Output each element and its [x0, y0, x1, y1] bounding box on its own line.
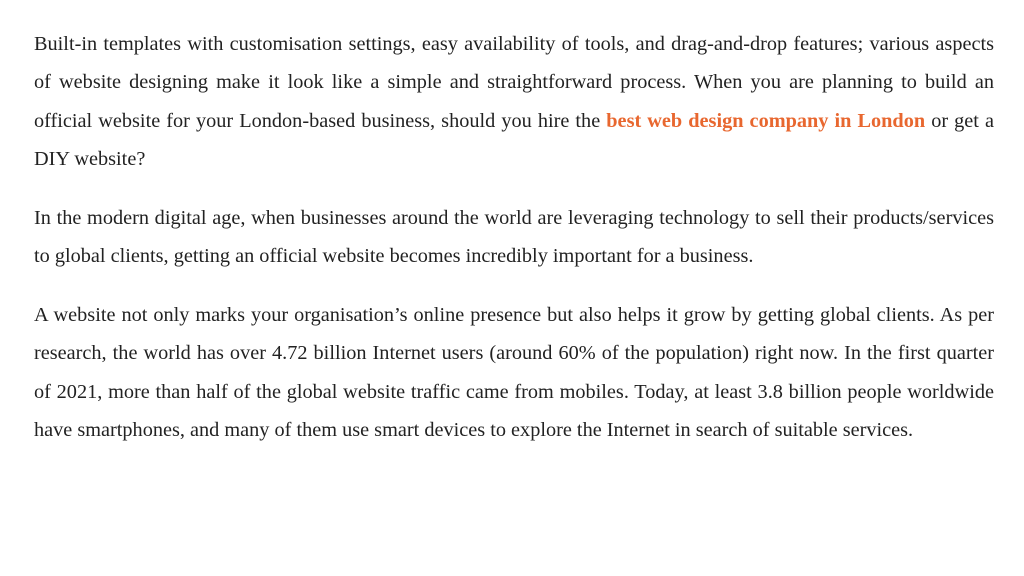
article-body [34, 25, 994, 470]
paragraph-intro [34, 25, 994, 179]
paragraph-digital-age: In the modern digital age, when businesses around the world are leveraging technology to sell their products/services to global clients, getting an official website becomes incredibly important for a business. [34, 206, 994, 268]
paragraph-intro-text-before: Built-in templates with customisation settings, easy availability of tools, and drag-and-drop features; various aspects of website designing make it look like a simple and straightforward process. When you are planning to build an official website for your London-based business, should you hire the [34, 33, 994, 132]
paragraph-website-benefits: A website not only marks your organisation’s online presence but also helps it grow by getting global clients. As per research, the world has over 4.72 billion Internet users (around 60% of the population) right now. In the first quarter of 2021, more than half of the global website traffic came from mobiles. Today, at least 3.8 billion people worldwide have smartphones, and many of them use smart devices to explore the Internet in search of suitable services. [34, 303, 994, 442]
best-web-design-company-link[interactable]: best web design company in London [606, 109, 926, 132]
paragraph-intro-text-after: or get a DIY website? [34, 109, 995, 171]
